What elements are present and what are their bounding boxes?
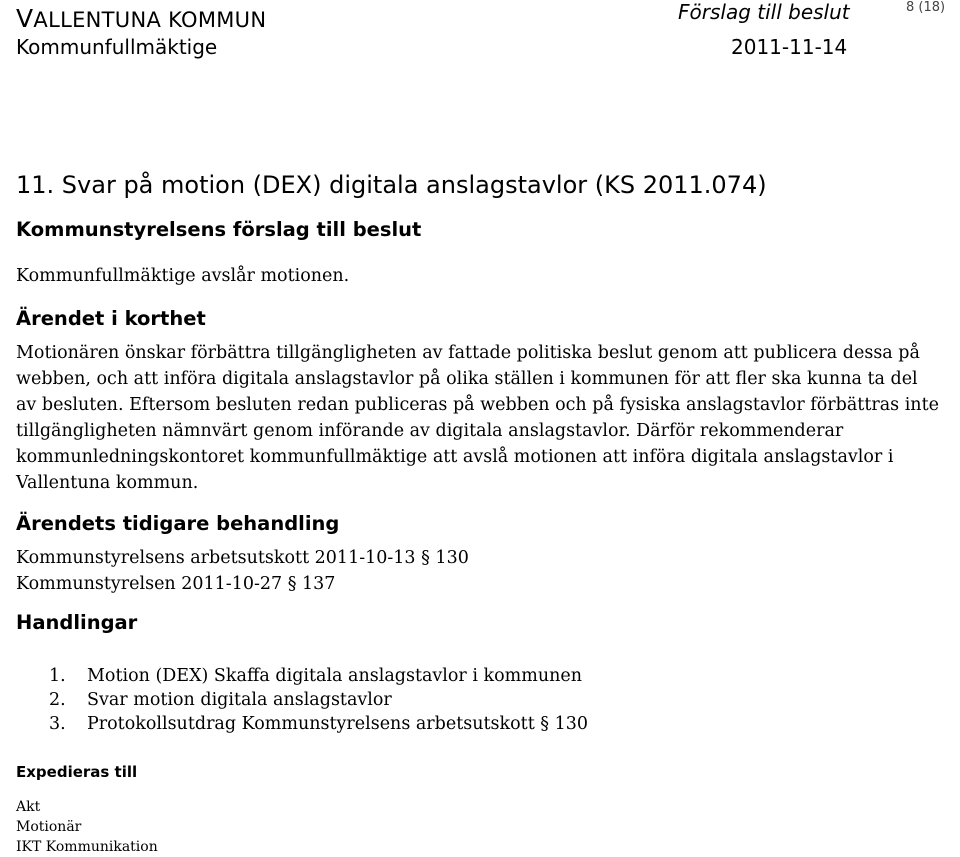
document-item [49,688,588,712]
history-list [16,545,469,597]
documents-heading: Handlingar [16,611,138,634]
document-item [49,712,588,736]
summary-line: webben, och att införa digitala anslagstavlor på olika ställen i kommunen för att fler ska kunna ta del [16,369,918,389]
dispatch-list [16,797,158,857]
organization-name-rest: ALLENTUNA KOMMUN [33,8,267,32]
summary-line: Motionären önskar förbättra tillgängligheten av fattade politiska beslut genom att publicera dessa på [16,343,920,363]
summary-line: kommunledningskontoret kommunfullmäktige att avslå motionen att införa digitala anslagstavlor i [16,447,894,467]
summary-paragraph [16,340,946,496]
proposal-heading: Kommunstyrelsens förslag till beslut [16,218,422,241]
summary-line: av besluten. Eftersom besluten redan publiceras på webben och på fysiska anslagstavlor förbättras inte [16,395,939,415]
summary-heading: Ärendet i korthet [16,307,206,330]
document-item-number: 2. [49,690,66,710]
dispatch-item: Akt [16,799,41,815]
document-item-number: 3. [49,714,66,734]
document-item-text: Svar motion digitala anslagstavlor [87,690,392,710]
proposal-text: Kommunfullmäktige avslår motionen. [16,266,350,286]
dispatch-heading: Expedieras till [16,763,138,781]
document-item-number: 1. [49,666,66,686]
dispatch-item: IKT Kommunikation [16,839,158,855]
page-number: 8 (18) [906,0,946,15]
document-item-text: Motion (DEX) Skaffa digitala anslagstavlor i kommunen [87,666,583,686]
summary-line: tillgängligheten nämnvärt genom införande av digitala anslagstavlor. Därför rekommenderar [16,421,844,441]
case-title: 11. Svar på motion (DEX) digitala anslagstavlor (KS 2011.074) [16,171,767,199]
summary-line: Vallentuna kommun. [16,473,199,493]
document-type: Förslag till beslut [678,0,850,24]
history-item: Kommunstyrelsen 2011-10-27 § 137 [16,574,336,594]
dispatch-item: Motionär [16,819,82,835]
organization-name [16,4,266,33]
decision-body: Kommunfullmäktige [16,35,218,59]
document-item [49,664,588,688]
document-item-text: Protokollsutdrag Kommunstyrelsens arbetsutskott § 130 [87,714,589,734]
documents-list [49,664,588,736]
history-item: Kommunstyrelsens arbetsutskott 2011-10-13 § 130 [16,548,469,568]
history-heading: Ärendets tidigare behandling [16,512,340,535]
organization-initial: V [16,4,34,33]
document-date: 2011-11-14 [731,35,848,59]
